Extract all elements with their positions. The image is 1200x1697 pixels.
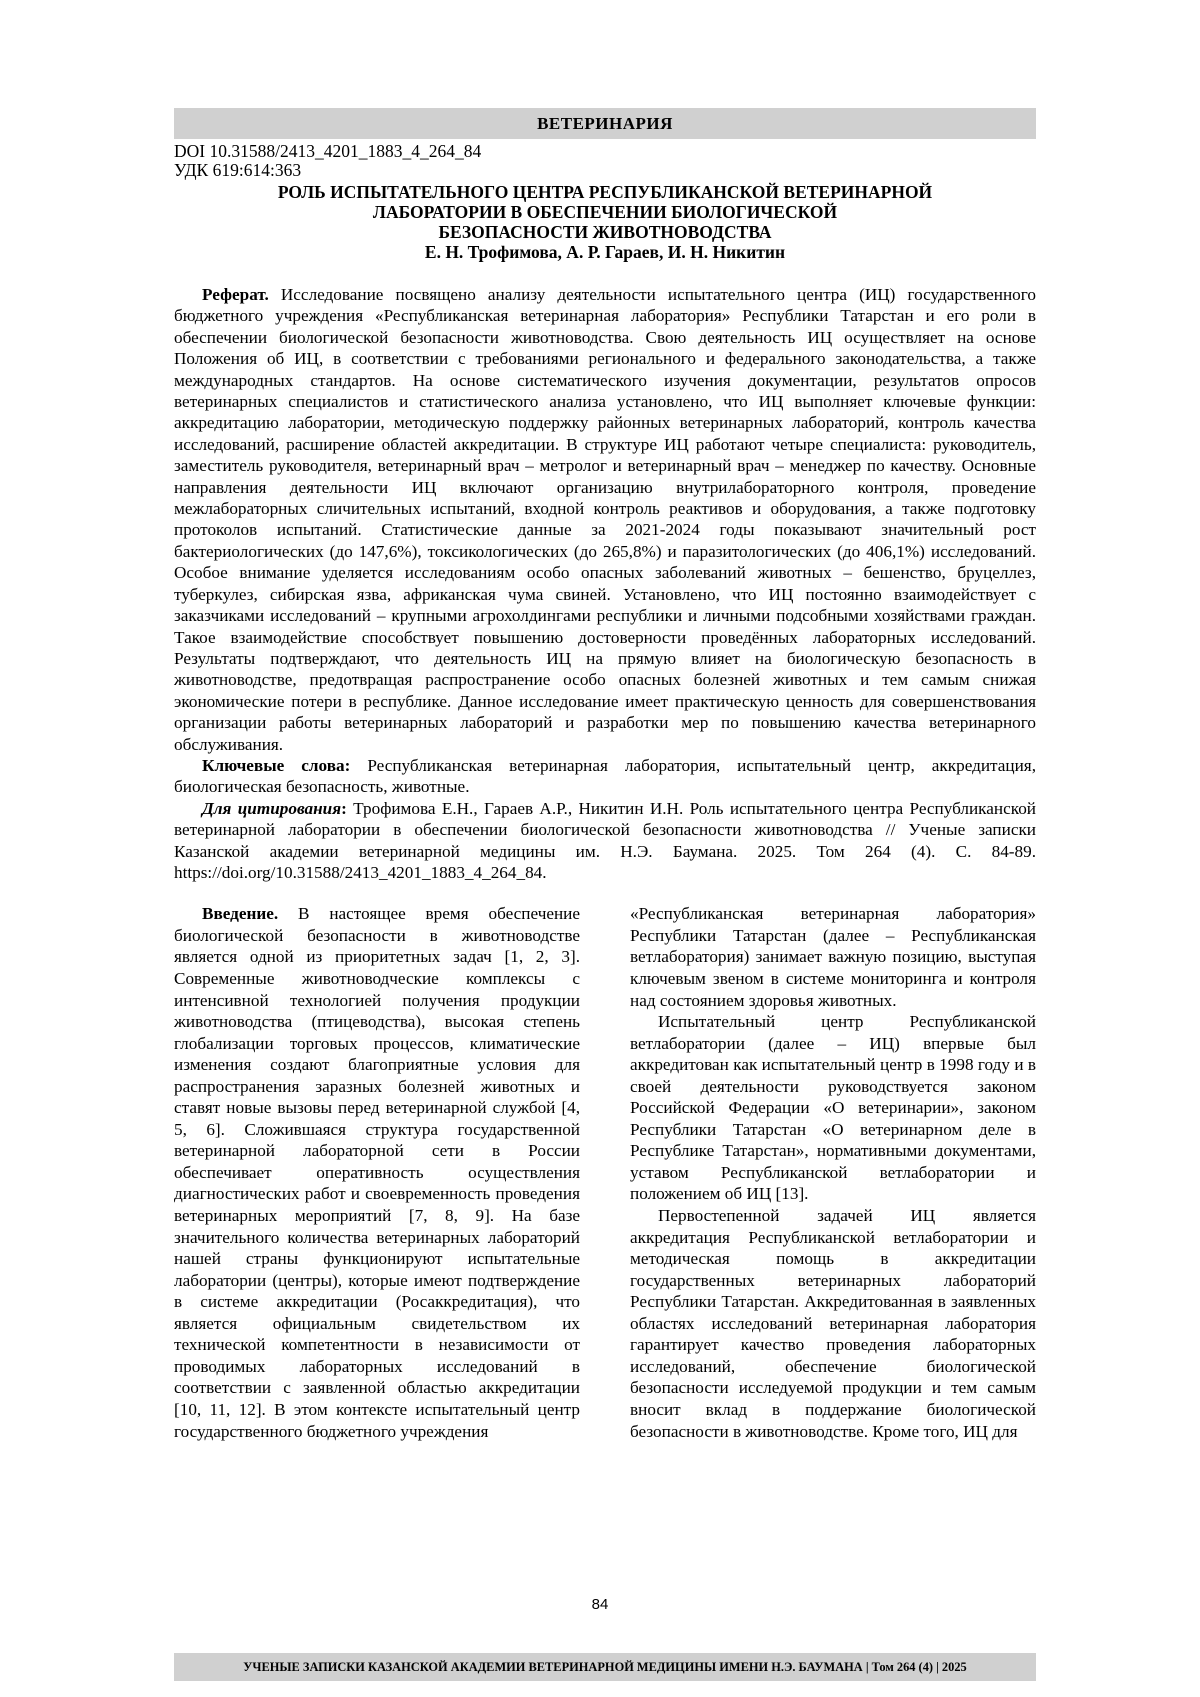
page-content (174, 108, 1036, 1442)
introduction-lead: Введение. (202, 904, 279, 924)
doi: DOI 10.31588/2413_4201_1883_4_264_84 (174, 141, 482, 161)
page-number: 84 (591, 1596, 609, 1613)
title-line: БЕЗОПАСНОСТИ ЖИВОТНОВОДСТВА (438, 222, 772, 242)
citation-text: Трофимова Е.Н., Гараев А.Р., Никитин И.Н. Роль испытательного центра Республиканской ветеринарной лаборатории в обеспечении биологической безопасности животноводства // Учeные записки Казанской академии ветеринарной медицины им. Н.Э. Баумана. 2025. Том 264 (4). С. 84-89. https://doi.org/10.31588/2413_4201_1883_4_264_84. (174, 798, 1036, 882)
abstract-lead: Реферат. (202, 285, 269, 304)
title-line: РОЛЬ ИСПЫТАТЕЛЬНОГО ЦЕНТРА РЕСПУБЛИКАНСКОЙ ВЕТЕРИНАРНОЙ (277, 182, 933, 202)
introduction-paragraph (174, 903, 580, 1442)
journal-footer: УЧЕНЫЕ ЗАПИСКИ КАЗАНСКОЙ АКАДЕМИИ ВЕТЕРИНАРНОЙ МЕДИЦИНЫ ИМЕНИ Н.Э. БАУМАНА | Том 264 (4) | 2025 (174, 1653, 1036, 1681)
keywords-text: Республиканская ветеринарная лаборатория, испытательный центр, аккредитация, биологическая безопасность, животные. (174, 755, 1036, 797)
abstract-paragraph (174, 284, 1036, 755)
citation-paragraph (174, 798, 1036, 884)
body-paragraph: Первостепенной задачей ИЦ является аккредитация Республиканской ветлаборатории и методическая помощь в аккредитации государственных ветеринарных лабораторий Республики Татарстан. Аккредитованная в заявленных областях исследований ветеринарная лаборатория гарантирует качество проведения лабораторных исследований, обеспечение биологической безопасности исследуемой продукции и тем самым вносит вклад в поддержание биологической безопасности в животноводстве. Кроме того, ИЦ для (630, 1206, 1036, 1441)
keywords-paragraph (174, 755, 1036, 798)
body-paragraph: Испытательный центр Республиканской ветлаборатории (далее – ИЦ) впервые был аккредитован как испытательный центр в 1998 году и в своей деятельности руководствуется законом Российской Федерации «О ветеринарии», законом Республики Татарстан «О ветеринарном деле в Республике Татарстан», нормативными документами, уставом Республиканской ветлаборатории и положением об ИЦ [13]. (630, 1012, 1036, 1204)
citation-lead: Для цитирования (202, 798, 342, 818)
article-title (174, 182, 1036, 242)
abstract-text: Исследование посвящено анализу деятельности испытательного центра (ИЦ) государственного бюджетного учреждения «Республиканская ветеринарная лаборатория» Республики Татарстан и его роли в обеспечении биологической безопасности животноводства. Свою деятельность ИЦ осуществляет на основе Положения об ИЦ, в соответствии с требованиями регионального и федерального законодательства, а также международных стандартов. На основе систематического изучения документации, результатов опросов ветеринарных специалистов и статистического анализа установлено, что ИЦ выполняет ключевые функции: аккредитацию лаборатории, методическую поддержку районных ветеринарных лабораторий, контроль качества исследований, расширение областей аккредитации. В структуре ИЦ работают четыре специалиста: руководитель, заместитель руководителя, ветеринарный врач – метролог и ветеринарный врач – менеджер по качеству. Основные направления деятельности ИЦ включают организацию внутрилабораторного контроля, проведение межлабораторных сличительных испытаний, входной контроль реактивов и оборудования, а также подготовку протоколов испытаний. Статистические данные за 2021-2024 годы показывают значительный рост бактериологических (до 147,6%), токсикологических (до 265,8%) и паразитологических (до 406,1%) исследований. Особое внимание уделяется исследованиям особо опасных заболеваний животных – бешенство, бруцеллез, туберкулез, сибирская язва, африканская чума свиней. Установлено, что ИЦ постоянно взаимодействует с заказчиками исследований – крупными агрохолдингами республики и личными подсобными хозяйствами граждан. Такое взаимодействие способствует повышению достоверности проведённых лабораторных исследований. Результаты подтверждают, что деятельность ИЦ на прямую влияет на биологическую безопасность в животноводстве, предотвращая распространение особо опасных болезней животных и тем самым снижая экономические потери в республике. Данное исследование имеет практическую ценность для совершенствования организации работы ветеринарных лабораторий и разработки мер по повышению качества ветеринарного обслуживания. (174, 285, 1036, 754)
right-column (630, 903, 1036, 1442)
section-header: ВЕТЕРИНАРИЯ (174, 108, 1036, 139)
authors: Е. Н. Трофимова, А. Р. Гараев, И. Н. Никитин (424, 242, 786, 262)
title-line: ЛАБОРАТОРИИ В ОБЕСПЕЧЕНИИ БИОЛОГИЧЕСКОЙ (372, 202, 838, 222)
body-paragraph: «Республиканская ветеринарная лаборатория» Республики Татарстан (далее – Республиканская ветлаборатория) занимает важную позицию, выступая ключевым звеном в системе мониторинга и контроля над состоянием здоровья животных. (630, 904, 1036, 1010)
abstract-block (174, 284, 1036, 883)
introduction-text: В настоящее время обеспечение биологической безопасности в животноводстве является одной из приоритетных задач [1, 2, 3]. Современные животноводческие комплексы с интенсивной технологией получения продукции животноводства (птицеводства), высокая степень глобализации торговых процессов, климатические изменения создают благоприятные условия для распространения заразных болезней животных и ставят новые вызовы перед ветеринарной службой [4, 5, 6]. Сложившаяся структура государственной ветеринарной лабораторной сети в России обеспечивает оперативность осуществления диагностических работ и своевременность проведения ветеринарных мероприятий [7, 8, 9]. На базе значительного количества ветеринарных лабораторий нашей страны функционируют испытательные лаборатории (центры), которые имеют подтверждение в системе аккредитации (Росаккредитация), что является официальным свидетельством их технической компетентности в независимости от проводимых лабораторных исследований в соответствии с заявленной областью аккредитации [10, 11, 12]. В этом контексте испытательный центр государственного бюджетного учреждения (174, 904, 580, 1441)
keywords-lead: Ключевые слова: (202, 755, 351, 775)
body-columns (174, 903, 1036, 1442)
left-column (174, 903, 580, 1442)
citation-colon: : (341, 798, 347, 818)
udk: УДК 619:614:363 (174, 160, 302, 180)
